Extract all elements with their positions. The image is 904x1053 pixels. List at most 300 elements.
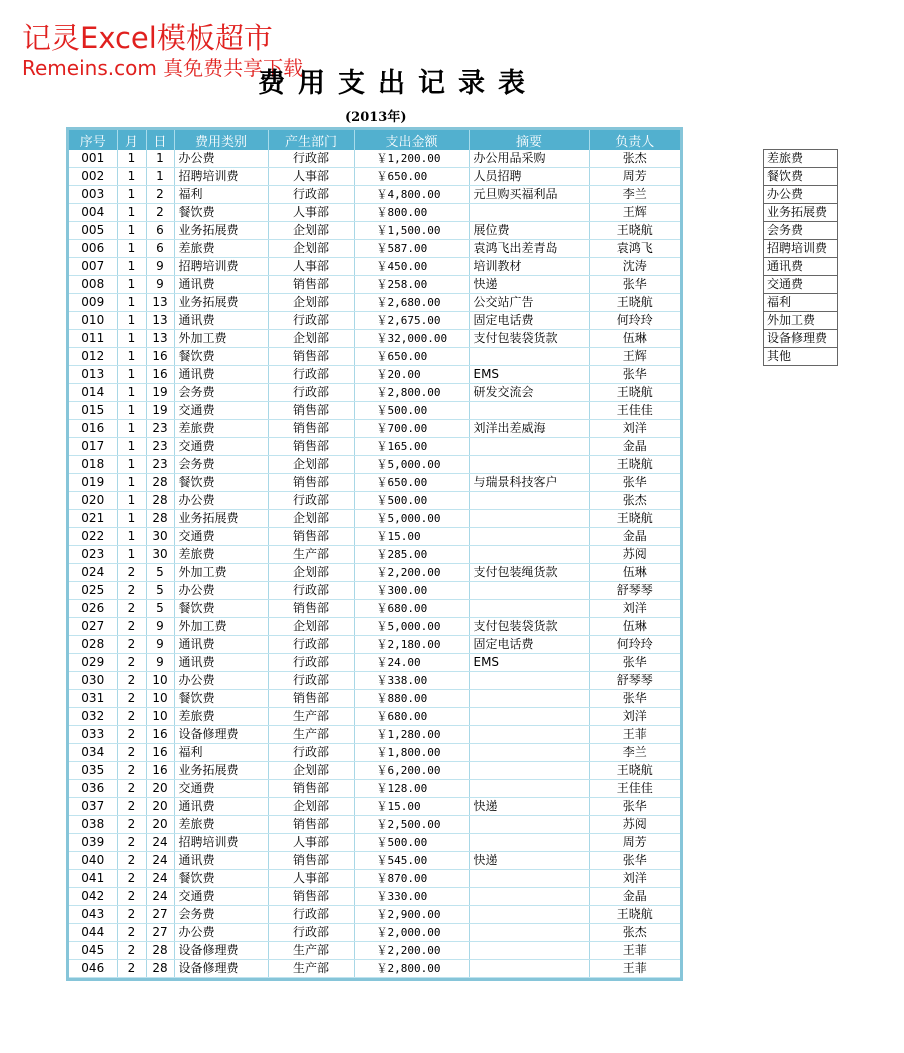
header-cell[interactable]: 序号 (69, 130, 117, 150)
month-cell[interactable]: 2 (117, 744, 146, 762)
summary-cell[interactable] (469, 528, 589, 546)
month-cell[interactable]: 1 (117, 438, 146, 456)
category-cell[interactable]: 办公费 (174, 150, 268, 168)
seq-cell[interactable]: 021 (69, 510, 117, 528)
category-cell[interactable]: 办公费 (174, 924, 268, 942)
month-cell[interactable]: 1 (117, 420, 146, 438)
summary-cell[interactable]: 研发交流会 (469, 384, 589, 402)
owner-cell[interactable]: 舒琴琴 (589, 672, 680, 690)
day-cell[interactable]: 9 (146, 618, 174, 636)
summary-cell[interactable]: 支付包装袋货款 (469, 618, 589, 636)
month-cell[interactable]: 2 (117, 816, 146, 834)
amount-cell[interactable]: ￥1,200.00 (354, 150, 469, 168)
category-cell[interactable]: 交通费 (174, 780, 268, 798)
month-cell[interactable]: 2 (117, 690, 146, 708)
summary-cell[interactable] (469, 690, 589, 708)
owner-cell[interactable]: 金晶 (589, 528, 680, 546)
seq-cell[interactable]: 007 (69, 258, 117, 276)
month-cell[interactable]: 2 (117, 762, 146, 780)
day-cell[interactable]: 6 (146, 222, 174, 240)
category-item[interactable]: 餐饮费 (764, 168, 837, 186)
category-cell[interactable]: 通讯费 (174, 852, 268, 870)
category-item[interactable]: 差旅费 (764, 150, 837, 168)
summary-cell[interactable]: 刘洋出差威海 (469, 420, 589, 438)
summary-cell[interactable] (469, 870, 589, 888)
summary-cell[interactable] (469, 492, 589, 510)
category-item[interactable]: 福利 (764, 294, 837, 312)
owner-cell[interactable]: 袁鸿飞 (589, 240, 680, 258)
owner-cell[interactable]: 李兰 (589, 186, 680, 204)
summary-cell[interactable] (469, 834, 589, 852)
amount-cell[interactable]: ￥285.00 (354, 546, 469, 564)
owner-cell[interactable]: 张华 (589, 852, 680, 870)
month-cell[interactable]: 2 (117, 906, 146, 924)
day-cell[interactable]: 13 (146, 294, 174, 312)
amount-cell[interactable]: ￥700.00 (354, 420, 469, 438)
owner-cell[interactable]: 张杰 (589, 492, 680, 510)
seq-cell[interactable]: 046 (69, 960, 117, 978)
amount-cell[interactable]: ￥2,680.00 (354, 294, 469, 312)
summary-cell[interactable]: 支付包装袋货款 (469, 330, 589, 348)
day-cell[interactable]: 20 (146, 816, 174, 834)
month-cell[interactable]: 1 (117, 312, 146, 330)
category-item[interactable]: 通讯费 (764, 258, 837, 276)
summary-cell[interactable] (469, 816, 589, 834)
summary-cell[interactable]: 快递 (469, 852, 589, 870)
seq-cell[interactable]: 011 (69, 330, 117, 348)
owner-cell[interactable]: 王菲 (589, 942, 680, 960)
month-cell[interactable]: 2 (117, 834, 146, 852)
owner-cell[interactable]: 张华 (589, 474, 680, 492)
summary-cell[interactable] (469, 204, 589, 222)
department-cell[interactable]: 行政部 (268, 906, 354, 924)
department-cell[interactable]: 企划部 (268, 762, 354, 780)
category-cell[interactable]: 招聘培训费 (174, 168, 268, 186)
amount-cell[interactable]: ￥32,000.00 (354, 330, 469, 348)
department-cell[interactable]: 销售部 (268, 438, 354, 456)
department-cell[interactable]: 销售部 (268, 888, 354, 906)
owner-cell[interactable]: 张华 (589, 654, 680, 672)
amount-cell[interactable]: ￥1,500.00 (354, 222, 469, 240)
amount-cell[interactable]: ￥800.00 (354, 204, 469, 222)
day-cell[interactable]: 28 (146, 942, 174, 960)
day-cell[interactable]: 24 (146, 852, 174, 870)
category-cell[interactable]: 差旅费 (174, 816, 268, 834)
category-cell[interactable]: 外加工费 (174, 618, 268, 636)
category-cell[interactable]: 餐饮费 (174, 204, 268, 222)
owner-cell[interactable]: 刘洋 (589, 420, 680, 438)
summary-cell[interactable]: 人员招聘 (469, 168, 589, 186)
month-cell[interactable]: 1 (117, 402, 146, 420)
category-cell[interactable]: 设备修理费 (174, 960, 268, 978)
owner-cell[interactable]: 张杰 (589, 924, 680, 942)
amount-cell[interactable]: ￥680.00 (354, 708, 469, 726)
owner-cell[interactable]: 王菲 (589, 960, 680, 978)
month-cell[interactable]: 1 (117, 240, 146, 258)
category-cell[interactable]: 餐饮费 (174, 600, 268, 618)
owner-cell[interactable]: 金晶 (589, 438, 680, 456)
owner-cell[interactable]: 沈涛 (589, 258, 680, 276)
summary-cell[interactable] (469, 438, 589, 456)
owner-cell[interactable]: 苏阅 (589, 546, 680, 564)
seq-cell[interactable]: 002 (69, 168, 117, 186)
seq-cell[interactable]: 044 (69, 924, 117, 942)
department-cell[interactable]: 行政部 (268, 654, 354, 672)
amount-cell[interactable]: ￥2,500.00 (354, 816, 469, 834)
category-cell[interactable]: 餐饮费 (174, 348, 268, 366)
month-cell[interactable]: 1 (117, 222, 146, 240)
summary-cell[interactable] (469, 888, 589, 906)
header-cell[interactable]: 摘要 (469, 130, 589, 150)
amount-cell[interactable]: ￥5,000.00 (354, 618, 469, 636)
owner-cell[interactable]: 张华 (589, 690, 680, 708)
summary-cell[interactable] (469, 924, 589, 942)
department-cell[interactable]: 企划部 (268, 798, 354, 816)
summary-cell[interactable]: 快递 (469, 276, 589, 294)
department-cell[interactable]: 企划部 (268, 240, 354, 258)
seq-cell[interactable]: 033 (69, 726, 117, 744)
summary-cell[interactable]: 办公用品采购 (469, 150, 589, 168)
department-cell[interactable]: 行政部 (268, 924, 354, 942)
day-cell[interactable]: 30 (146, 546, 174, 564)
summary-cell[interactable]: EMS (469, 654, 589, 672)
amount-cell[interactable]: ￥2,180.00 (354, 636, 469, 654)
department-cell[interactable]: 销售部 (268, 780, 354, 798)
department-cell[interactable]: 企划部 (268, 294, 354, 312)
category-cell[interactable]: 设备修理费 (174, 942, 268, 960)
owner-cell[interactable]: 何玲玲 (589, 312, 680, 330)
day-cell[interactable]: 10 (146, 690, 174, 708)
month-cell[interactable]: 2 (117, 888, 146, 906)
header-cell[interactable]: 负责人 (589, 130, 680, 150)
owner-cell[interactable]: 王晓航 (589, 456, 680, 474)
day-cell[interactable]: 16 (146, 726, 174, 744)
summary-cell[interactable]: 元旦购买福利品 (469, 186, 589, 204)
amount-cell[interactable]: ￥15.00 (354, 528, 469, 546)
summary-cell[interactable]: 培训教材 (469, 258, 589, 276)
owner-cell[interactable]: 金晶 (589, 888, 680, 906)
summary-cell[interactable] (469, 600, 589, 618)
category-cell[interactable]: 福利 (174, 744, 268, 762)
category-cell[interactable]: 设备修理费 (174, 726, 268, 744)
month-cell[interactable]: 1 (117, 528, 146, 546)
amount-cell[interactable]: ￥450.00 (354, 258, 469, 276)
department-cell[interactable]: 销售部 (268, 690, 354, 708)
category-cell[interactable]: 招聘培训费 (174, 834, 268, 852)
seq-cell[interactable]: 038 (69, 816, 117, 834)
category-item[interactable]: 招聘培训费 (764, 240, 837, 258)
owner-cell[interactable]: 张华 (589, 366, 680, 384)
month-cell[interactable]: 1 (117, 492, 146, 510)
month-cell[interactable]: 1 (117, 456, 146, 474)
seq-cell[interactable]: 019 (69, 474, 117, 492)
category-cell[interactable]: 交通费 (174, 402, 268, 420)
amount-cell[interactable]: ￥500.00 (354, 402, 469, 420)
day-cell[interactable]: 16 (146, 744, 174, 762)
category-item[interactable]: 交通费 (764, 276, 837, 294)
department-cell[interactable]: 行政部 (268, 744, 354, 762)
category-cell[interactable]: 办公费 (174, 492, 268, 510)
amount-cell[interactable]: ￥2,675.00 (354, 312, 469, 330)
category-item[interactable]: 业务拓展费 (764, 204, 837, 222)
amount-cell[interactable]: ￥500.00 (354, 492, 469, 510)
day-cell[interactable]: 20 (146, 780, 174, 798)
owner-cell[interactable]: 李兰 (589, 744, 680, 762)
seq-cell[interactable]: 026 (69, 600, 117, 618)
summary-cell[interactable]: 固定电话费 (469, 636, 589, 654)
category-item[interactable]: 设备修理费 (764, 330, 837, 348)
amount-cell[interactable]: ￥545.00 (354, 852, 469, 870)
day-cell[interactable]: 5 (146, 564, 174, 582)
category-cell[interactable]: 通讯费 (174, 312, 268, 330)
owner-cell[interactable]: 张华 (589, 798, 680, 816)
amount-cell[interactable]: ￥880.00 (354, 690, 469, 708)
department-cell[interactable]: 行政部 (268, 636, 354, 654)
department-cell[interactable]: 行政部 (268, 582, 354, 600)
category-cell[interactable]: 交通费 (174, 528, 268, 546)
owner-cell[interactable]: 王晓航 (589, 762, 680, 780)
summary-cell[interactable] (469, 942, 589, 960)
department-cell[interactable]: 企划部 (268, 222, 354, 240)
seq-cell[interactable]: 027 (69, 618, 117, 636)
summary-cell[interactable] (469, 780, 589, 798)
category-cell[interactable]: 通讯费 (174, 366, 268, 384)
category-item[interactable]: 办公费 (764, 186, 837, 204)
day-cell[interactable]: 1 (146, 168, 174, 186)
department-cell[interactable]: 人事部 (268, 834, 354, 852)
summary-cell[interactable]: EMS (469, 366, 589, 384)
summary-cell[interactable]: 展位费 (469, 222, 589, 240)
amount-cell[interactable]: ￥20.00 (354, 366, 469, 384)
department-cell[interactable]: 生产部 (268, 708, 354, 726)
department-cell[interactable]: 人事部 (268, 168, 354, 186)
month-cell[interactable]: 1 (117, 276, 146, 294)
amount-cell[interactable]: ￥1,800.00 (354, 744, 469, 762)
department-cell[interactable]: 行政部 (268, 366, 354, 384)
day-cell[interactable]: 9 (146, 636, 174, 654)
department-cell[interactable]: 生产部 (268, 546, 354, 564)
amount-cell[interactable]: ￥2,200.00 (354, 942, 469, 960)
category-cell[interactable]: 通讯费 (174, 276, 268, 294)
summary-cell[interactable] (469, 708, 589, 726)
day-cell[interactable]: 9 (146, 654, 174, 672)
seq-cell[interactable]: 031 (69, 690, 117, 708)
department-cell[interactable]: 企划部 (268, 510, 354, 528)
category-cell[interactable]: 餐饮费 (174, 870, 268, 888)
summary-cell[interactable] (469, 510, 589, 528)
summary-cell[interactable]: 袁鸿飞出差青岛 (469, 240, 589, 258)
owner-cell[interactable]: 苏阅 (589, 816, 680, 834)
header-cell[interactable]: 支出金额 (354, 130, 469, 150)
day-cell[interactable]: 28 (146, 960, 174, 978)
header-cell[interactable]: 费用类别 (174, 130, 268, 150)
amount-cell[interactable]: ￥680.00 (354, 600, 469, 618)
category-cell[interactable]: 招聘培训费 (174, 258, 268, 276)
seq-cell[interactable]: 017 (69, 438, 117, 456)
category-cell[interactable]: 餐饮费 (174, 474, 268, 492)
amount-cell[interactable]: ￥2,900.00 (354, 906, 469, 924)
month-cell[interactable]: 1 (117, 330, 146, 348)
day-cell[interactable]: 23 (146, 420, 174, 438)
month-cell[interactable]: 2 (117, 924, 146, 942)
owner-cell[interactable]: 王佳佳 (589, 780, 680, 798)
day-cell[interactable]: 1 (146, 150, 174, 168)
seq-cell[interactable]: 003 (69, 186, 117, 204)
summary-cell[interactable]: 公交站广告 (469, 294, 589, 312)
month-cell[interactable]: 1 (117, 186, 146, 204)
summary-cell[interactable] (469, 762, 589, 780)
department-cell[interactable]: 销售部 (268, 852, 354, 870)
month-cell[interactable]: 2 (117, 672, 146, 690)
seq-cell[interactable]: 045 (69, 942, 117, 960)
seq-cell[interactable]: 020 (69, 492, 117, 510)
category-cell[interactable]: 差旅费 (174, 240, 268, 258)
department-cell[interactable]: 生产部 (268, 960, 354, 978)
category-cell[interactable]: 通讯费 (174, 636, 268, 654)
category-cell[interactable]: 通讯费 (174, 798, 268, 816)
owner-cell[interactable]: 伍琳 (589, 564, 680, 582)
owner-cell[interactable]: 王晓航 (589, 384, 680, 402)
amount-cell[interactable]: ￥650.00 (354, 168, 469, 186)
amount-cell[interactable]: ￥330.00 (354, 888, 469, 906)
summary-cell[interactable] (469, 348, 589, 366)
month-cell[interactable]: 2 (117, 798, 146, 816)
department-cell[interactable]: 行政部 (268, 672, 354, 690)
day-cell[interactable]: 27 (146, 924, 174, 942)
summary-cell[interactable] (469, 906, 589, 924)
day-cell[interactable]: 27 (146, 906, 174, 924)
day-cell[interactable]: 2 (146, 186, 174, 204)
category-cell[interactable]: 业务拓展费 (174, 294, 268, 312)
category-cell[interactable]: 会务费 (174, 906, 268, 924)
seq-cell[interactable]: 040 (69, 852, 117, 870)
month-cell[interactable]: 2 (117, 726, 146, 744)
owner-cell[interactable]: 张华 (589, 276, 680, 294)
amount-cell[interactable]: ￥2,200.00 (354, 564, 469, 582)
amount-cell[interactable]: ￥128.00 (354, 780, 469, 798)
amount-cell[interactable]: ￥2,000.00 (354, 924, 469, 942)
department-cell[interactable]: 销售部 (268, 474, 354, 492)
month-cell[interactable]: 2 (117, 636, 146, 654)
summary-cell[interactable] (469, 672, 589, 690)
seq-cell[interactable]: 013 (69, 366, 117, 384)
amount-cell[interactable]: ￥2,800.00 (354, 384, 469, 402)
department-cell[interactable]: 行政部 (268, 186, 354, 204)
owner-cell[interactable]: 刘洋 (589, 600, 680, 618)
department-cell[interactable]: 企划部 (268, 564, 354, 582)
category-cell[interactable]: 通讯费 (174, 654, 268, 672)
month-cell[interactable]: 1 (117, 204, 146, 222)
day-cell[interactable]: 9 (146, 276, 174, 294)
category-cell[interactable]: 外加工费 (174, 564, 268, 582)
seq-cell[interactable]: 037 (69, 798, 117, 816)
department-cell[interactable]: 生产部 (268, 942, 354, 960)
header-cell[interactable]: 月 (117, 130, 146, 150)
day-cell[interactable]: 24 (146, 870, 174, 888)
day-cell[interactable]: 10 (146, 708, 174, 726)
department-cell[interactable]: 销售部 (268, 276, 354, 294)
owner-cell[interactable]: 周芳 (589, 168, 680, 186)
summary-cell[interactable] (469, 744, 589, 762)
seq-cell[interactable]: 010 (69, 312, 117, 330)
amount-cell[interactable]: ￥5,000.00 (354, 456, 469, 474)
owner-cell[interactable]: 舒琴琴 (589, 582, 680, 600)
summary-cell[interactable] (469, 960, 589, 978)
amount-cell[interactable]: ￥500.00 (354, 834, 469, 852)
seq-cell[interactable]: 030 (69, 672, 117, 690)
month-cell[interactable]: 1 (117, 474, 146, 492)
summary-cell[interactable] (469, 582, 589, 600)
amount-cell[interactable]: ￥258.00 (354, 276, 469, 294)
amount-cell[interactable]: ￥2,800.00 (354, 960, 469, 978)
month-cell[interactable]: 2 (117, 942, 146, 960)
owner-cell[interactable]: 王晓航 (589, 294, 680, 312)
day-cell[interactable]: 28 (146, 474, 174, 492)
category-item[interactable]: 外加工费 (764, 312, 837, 330)
month-cell[interactable]: 2 (117, 780, 146, 798)
category-cell[interactable]: 会务费 (174, 456, 268, 474)
seq-cell[interactable]: 001 (69, 150, 117, 168)
category-cell[interactable]: 办公费 (174, 582, 268, 600)
department-cell[interactable]: 行政部 (268, 384, 354, 402)
department-cell[interactable]: 人事部 (268, 204, 354, 222)
seq-cell[interactable]: 016 (69, 420, 117, 438)
seq-cell[interactable]: 022 (69, 528, 117, 546)
day-cell[interactable]: 24 (146, 834, 174, 852)
owner-cell[interactable]: 王辉 (589, 204, 680, 222)
amount-cell[interactable]: ￥587.00 (354, 240, 469, 258)
month-cell[interactable]: 1 (117, 294, 146, 312)
amount-cell[interactable]: ￥650.00 (354, 474, 469, 492)
seq-cell[interactable]: 018 (69, 456, 117, 474)
seq-cell[interactable]: 032 (69, 708, 117, 726)
department-cell[interactable]: 行政部 (268, 150, 354, 168)
owner-cell[interactable]: 王晓航 (589, 906, 680, 924)
seq-cell[interactable]: 025 (69, 582, 117, 600)
owner-cell[interactable]: 伍琳 (589, 618, 680, 636)
day-cell[interactable]: 16 (146, 366, 174, 384)
day-cell[interactable]: 28 (146, 510, 174, 528)
owner-cell[interactable]: 刘洋 (589, 708, 680, 726)
seq-cell[interactable]: 023 (69, 546, 117, 564)
category-cell[interactable]: 福利 (174, 186, 268, 204)
owner-cell[interactable]: 伍琳 (589, 330, 680, 348)
owner-cell[interactable]: 刘洋 (589, 870, 680, 888)
category-cell[interactable]: 外加工费 (174, 330, 268, 348)
summary-cell[interactable]: 固定电话费 (469, 312, 589, 330)
category-cell[interactable]: 差旅费 (174, 546, 268, 564)
seq-cell[interactable]: 008 (69, 276, 117, 294)
seq-cell[interactable]: 041 (69, 870, 117, 888)
owner-cell[interactable]: 张杰 (589, 150, 680, 168)
month-cell[interactable]: 2 (117, 654, 146, 672)
seq-cell[interactable]: 034 (69, 744, 117, 762)
category-cell[interactable]: 业务拓展费 (174, 762, 268, 780)
seq-cell[interactable]: 028 (69, 636, 117, 654)
month-cell[interactable]: 2 (117, 618, 146, 636)
seq-cell[interactable]: 015 (69, 402, 117, 420)
day-cell[interactable]: 23 (146, 438, 174, 456)
summary-cell[interactable] (469, 402, 589, 420)
owner-cell[interactable]: 周芳 (589, 834, 680, 852)
month-cell[interactable]: 2 (117, 852, 146, 870)
department-cell[interactable]: 企划部 (268, 330, 354, 348)
seq-cell[interactable]: 009 (69, 294, 117, 312)
owner-cell[interactable]: 王晓航 (589, 222, 680, 240)
category-cell[interactable]: 业务拓展费 (174, 222, 268, 240)
month-cell[interactable]: 1 (117, 348, 146, 366)
category-cell[interactable]: 差旅费 (174, 420, 268, 438)
